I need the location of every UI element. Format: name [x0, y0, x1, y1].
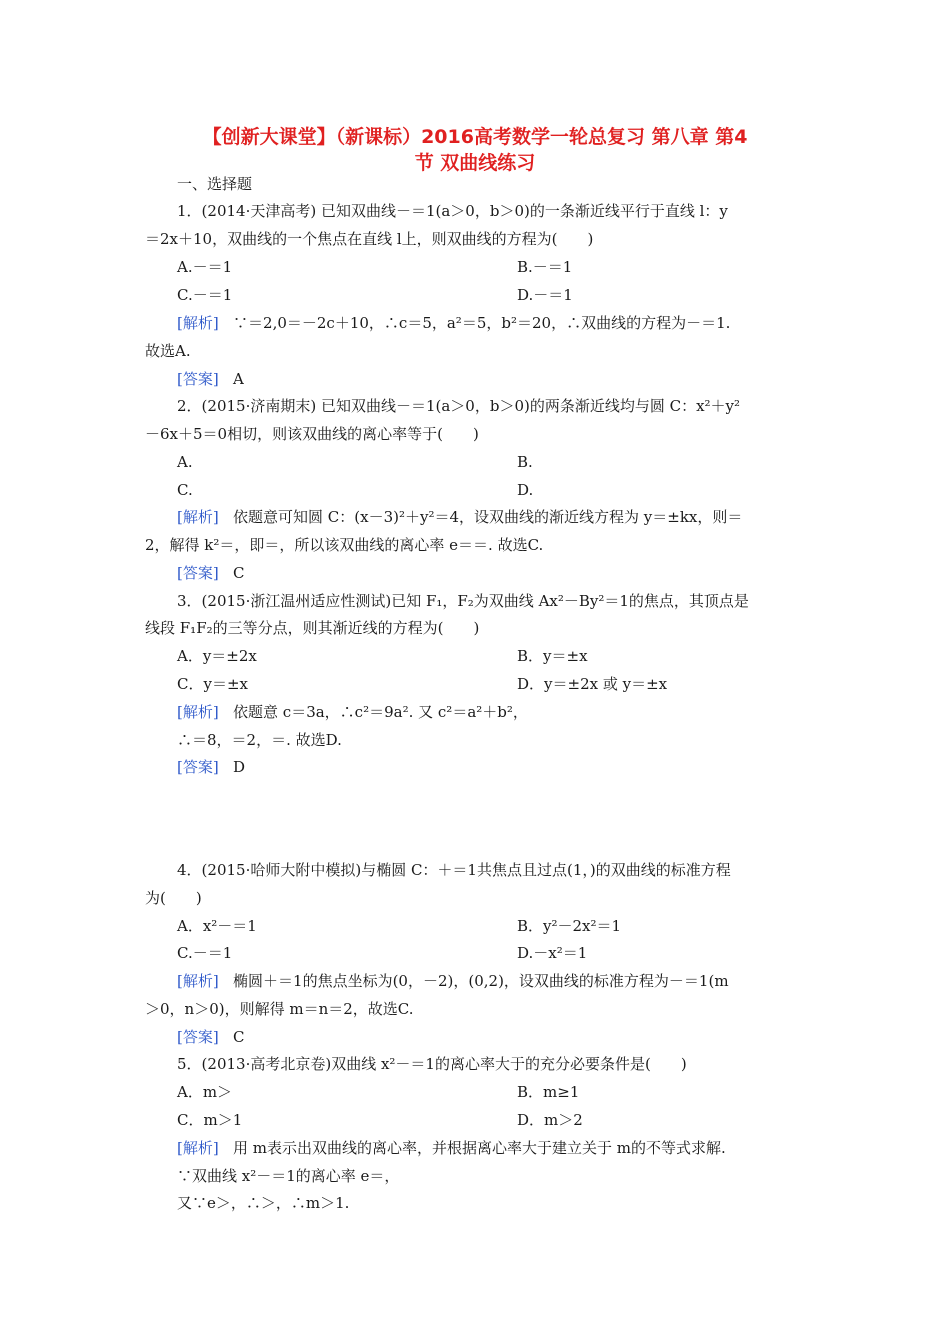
q1-stem-line1: 1．(2014·天津高考) 已知双曲线－＝1(a＞0，b＞0)的一条渐近线平行于直线 l：y: [177, 202, 728, 220]
title-line-1: 【创新大课堂】（新课标）2016高考数学一轮总复习 第八章 第4: [202, 126, 748, 148]
q3-analysis-line2: ∴＝8，＝2，＝. 故选D.: [177, 731, 342, 749]
q3-analysis-line1: [177, 702, 528, 722]
q1-analysis-text: ∵＝2,0＝－2c＋10，∴c＝5，a²＝5，b²＝20，∴双曲线的方程为－＝1.: [233, 314, 731, 332]
q2-stem-line1: 2．(2015·济南期末) 已知双曲线－＝1(a＞0，b＞0)的两条渐近线均与圆 C：x²＋y²: [177, 397, 741, 415]
q2-option-b: B.: [517, 453, 533, 471]
q4-option-b: B．y²－2x²＝1: [517, 917, 622, 935]
q3-option-b: B．y＝±x: [517, 647, 588, 665]
q4-option-c: C.－＝1: [177, 944, 233, 962]
q2-analysis-text: 依题意可知圆 C：(x－3)²＋y²＝4，设双曲线的渐近线方程为 y＝±kx，则＝: [233, 508, 743, 526]
q1-option-a: A.－＝1: [177, 258, 233, 276]
q3-answer-value: D: [233, 758, 246, 776]
q3-stem-line2: 线段 F₁F₂的三等分点，则其渐近线的方程为( ): [145, 619, 480, 637]
q4-stem-line1: 4．(2015·哈师大附中模拟)与椭圆 C：＋＝1共焦点且过点(1，)的双曲线的标准方程: [177, 861, 731, 879]
answer-tag: [答案]: [177, 370, 219, 388]
q3-option-a: A．y＝±2x: [177, 647, 257, 665]
q1-option-c: C.－＝1: [177, 286, 233, 304]
q2-option-c: C.: [177, 481, 193, 499]
q4-option-d: D.－x²＝1: [517, 944, 588, 962]
q2-stem-line2: －6x＋5＝0相切，则该双曲线的离心率等于( ): [145, 425, 479, 443]
q1-answer: [177, 369, 244, 389]
answer-tag: [答案]: [177, 758, 219, 776]
q1-analysis-line2: 故选A.: [145, 342, 191, 360]
q4-answer: [177, 1027, 245, 1047]
q3-option-c: C．y＝±x: [177, 675, 248, 693]
q5-analysis-line1: [177, 1138, 726, 1158]
q3-analysis-text: 依题意 c＝3a，∴c²＝9a². 又 c²＝a²＋b²，: [233, 703, 528, 721]
q1-analysis-line1: [177, 313, 730, 333]
q2-analysis-line1: [177, 507, 742, 527]
analysis-tag: [解析]: [177, 972, 219, 990]
q2-option-d: D.: [517, 481, 534, 499]
title-line-2: 节 双曲线练习: [414, 152, 536, 174]
q5-analysis-text: 用 m表示出双曲线的离心率，并根据离心率大于建立关于 m的不等式求解.: [233, 1139, 726, 1157]
q5-option-c: C．m＞1: [177, 1111, 243, 1129]
q5-option-b: B．m≥1: [517, 1083, 580, 1101]
q3-stem-line1: 3．(2015·浙江温州适应性测试)已知 F₁，F₂为双曲线 Ax²－By²＝1的焦点，其顶点是: [177, 592, 749, 610]
q4-answer-value: C: [233, 1028, 245, 1046]
q3-option-d: D．y＝±2x 或 y＝±x: [517, 675, 668, 693]
q1-stem-line2: ＝2x＋10，双曲线的一个焦点在直线 l上，则双曲线的方程为( ): [145, 230, 594, 248]
q1-option-b: B.－＝1: [517, 258, 573, 276]
q3-answer: [177, 757, 245, 777]
q2-analysis-line2: 2，解得 k²＝，即＝，所以该双曲线的离心率 e＝＝. 故选C.: [145, 536, 544, 554]
document-title: [145, 124, 805, 176]
analysis-tag: [解析]: [177, 1139, 219, 1157]
q2-option-a: A.: [177, 453, 193, 471]
q4-analysis-line1: [177, 971, 729, 991]
q5-analysis-line2: ∵双曲线 x²－＝1的离心率 e＝，: [177, 1167, 400, 1185]
q4-analysis-line2: ＞0，n＞0)，则解得 m＝n＝2，故选C.: [145, 1000, 414, 1018]
q5-option-a: A．m＞: [177, 1083, 233, 1101]
q5-option-d: D．m＞2: [517, 1111, 583, 1129]
answer-tag: [答案]: [177, 1028, 219, 1046]
analysis-tag: [解析]: [177, 314, 219, 332]
analysis-tag: [解析]: [177, 508, 219, 526]
q1-answer-value: A: [233, 370, 244, 388]
q5-stem-line1: 5．(2013·高考北京卷)双曲线 x²－＝1的离心率大于的充分必要条件是( ): [177, 1055, 687, 1073]
section-heading: 一、选择题: [177, 175, 253, 193]
q1-option-d: D.－＝1: [517, 286, 573, 304]
q4-analysis-text: 椭圆＋＝1的焦点坐标为(0，－2)，(0,2)，设双曲线的标准方程为－＝1(m: [233, 972, 729, 990]
analysis-tag: [解析]: [177, 703, 219, 721]
answer-tag: [答案]: [177, 564, 219, 582]
q5-analysis-line3: 又∵e＞，∴＞，∴m＞1.: [177, 1194, 350, 1212]
q4-stem-line2: 为( ): [145, 889, 202, 907]
q2-answer: [177, 563, 245, 583]
q2-answer-value: C: [233, 564, 245, 582]
q4-option-a: A．x²－＝1: [177, 917, 257, 935]
